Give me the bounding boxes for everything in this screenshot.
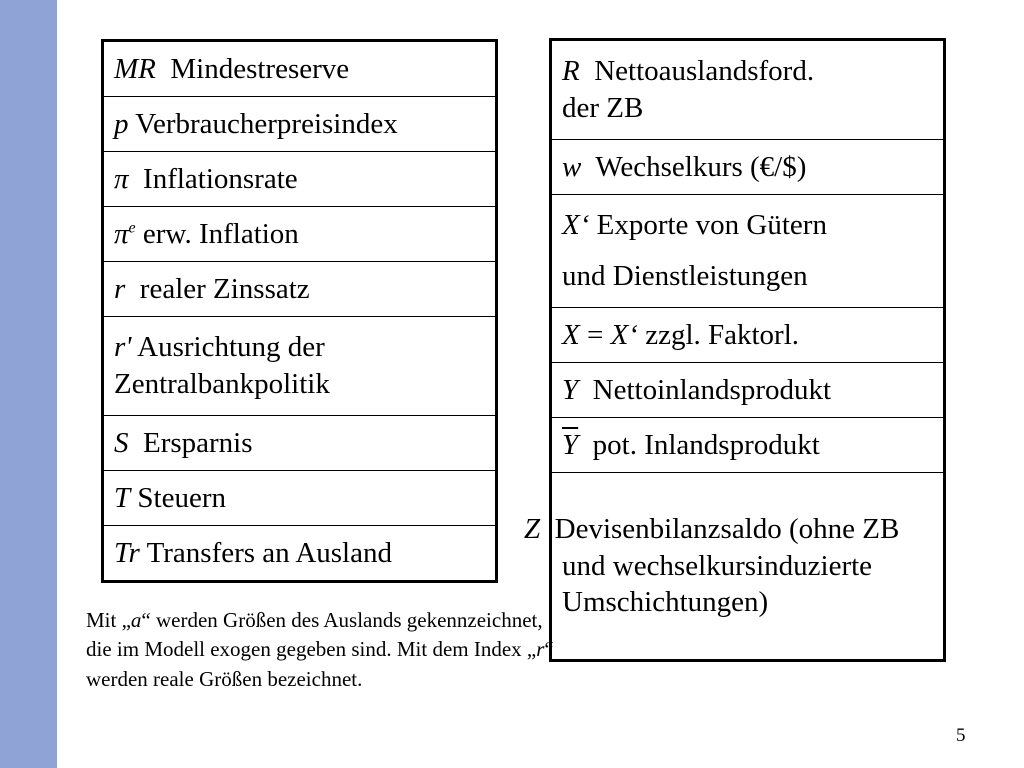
definition: zzgl. Faktorl.	[645, 318, 800, 351]
table-cell	[551, 418, 945, 473]
symbol: r	[114, 272, 126, 305]
definition-line-2: und Dienstleistungen	[562, 260, 808, 292]
definition: Devisenbilanzsaldo (ohne ZB und wechselkursinduzierte Umschichtungen)	[554, 513, 900, 619]
definition-line-1: Exporte von Gütern	[596, 209, 827, 242]
table-row	[103, 97, 497, 152]
table-row	[551, 418, 945, 473]
symbol: MR	[114, 52, 156, 85]
table-cell	[551, 40, 945, 140]
table-row	[551, 473, 945, 661]
equals-sign: =	[586, 318, 604, 351]
table-cell	[551, 195, 945, 308]
table-cell	[103, 207, 497, 262]
symbol-overline: $\overline{Y}$	[562, 428, 579, 461]
table-cell	[103, 416, 497, 471]
table-row	[103, 416, 497, 471]
definition: Nettoinlandsprodukt	[592, 373, 832, 406]
symbol: X	[562, 318, 580, 351]
page-number: 5	[956, 725, 966, 746]
symbol: S	[114, 426, 129, 459]
table-cell	[103, 526, 497, 582]
left-symbol-table	[101, 39, 498, 583]
table-row	[103, 471, 497, 526]
symbol: w	[562, 150, 582, 183]
footnote-text: “ werden Größen des Auslands gekennzeichnet, die im Modell exogen gegeben sind. Mit dem Index „	[86, 608, 543, 662]
symbol: π	[114, 217, 129, 250]
table-cell	[524, 473, 945, 661]
symbol: X‘	[562, 209, 590, 242]
table-row	[103, 41, 497, 97]
definition-line-1: Nettoauslandsford.	[594, 55, 815, 88]
superscript: e	[128, 219, 136, 237]
symbol-2: X‘	[610, 318, 638, 351]
definition: erw. Inflation	[142, 217, 299, 250]
table-row	[551, 140, 945, 195]
table-row	[103, 207, 497, 262]
definition: Steuern	[137, 481, 226, 514]
table-cell	[103, 41, 497, 97]
table-row	[551, 363, 945, 418]
table-row	[103, 152, 497, 207]
table-cell	[103, 262, 497, 317]
definition: realer Zinssatz	[139, 272, 310, 305]
definition: Ersparnis	[143, 426, 253, 459]
symbol: r'	[114, 331, 132, 364]
table-row	[103, 317, 497, 416]
definition: Wechselkurs (€/$)	[595, 150, 807, 183]
symbol: R	[562, 55, 580, 88]
symbol: π	[114, 162, 129, 195]
footnote-text: Mit „	[86, 608, 131, 632]
definition: Ausrichtung der Zentralbankpolitik	[114, 331, 330, 400]
table-row	[551, 195, 945, 308]
table-cell	[551, 140, 945, 195]
definition: Transfers an Ausland	[146, 536, 392, 569]
symbol: Tr	[114, 536, 140, 569]
footnote-marker-r: r	[536, 637, 545, 662]
table-row	[551, 40, 945, 140]
definition: Verbraucherpreisindex	[135, 107, 398, 140]
footnote-marker-a: a	[130, 608, 142, 632]
definition: Inflationsrate	[143, 162, 298, 195]
table-cell	[103, 317, 497, 416]
table-cell	[103, 471, 497, 526]
table-row	[103, 262, 497, 317]
symbol: p	[114, 107, 129, 140]
table-row	[551, 308, 945, 363]
symbol: Y	[562, 373, 579, 406]
right-symbol-table	[524, 38, 946, 662]
symbol: T	[114, 481, 131, 514]
definition: Mindestreserve	[170, 52, 350, 85]
table-cell	[551, 363, 945, 418]
definition-line-2: der ZB	[562, 92, 644, 124]
footnote-text: “ werden reale Größen bezeichnet.	[86, 637, 554, 691]
symbol: Z	[524, 513, 541, 546]
table-row	[103, 526, 497, 582]
table-cell	[103, 97, 497, 152]
table-cell	[551, 308, 945, 363]
table-cell	[103, 152, 497, 207]
definition: pot. Inlandsprodukt	[592, 428, 820, 461]
footnote	[86, 606, 556, 694]
slide-sidebar-bar	[0, 0, 57, 768]
